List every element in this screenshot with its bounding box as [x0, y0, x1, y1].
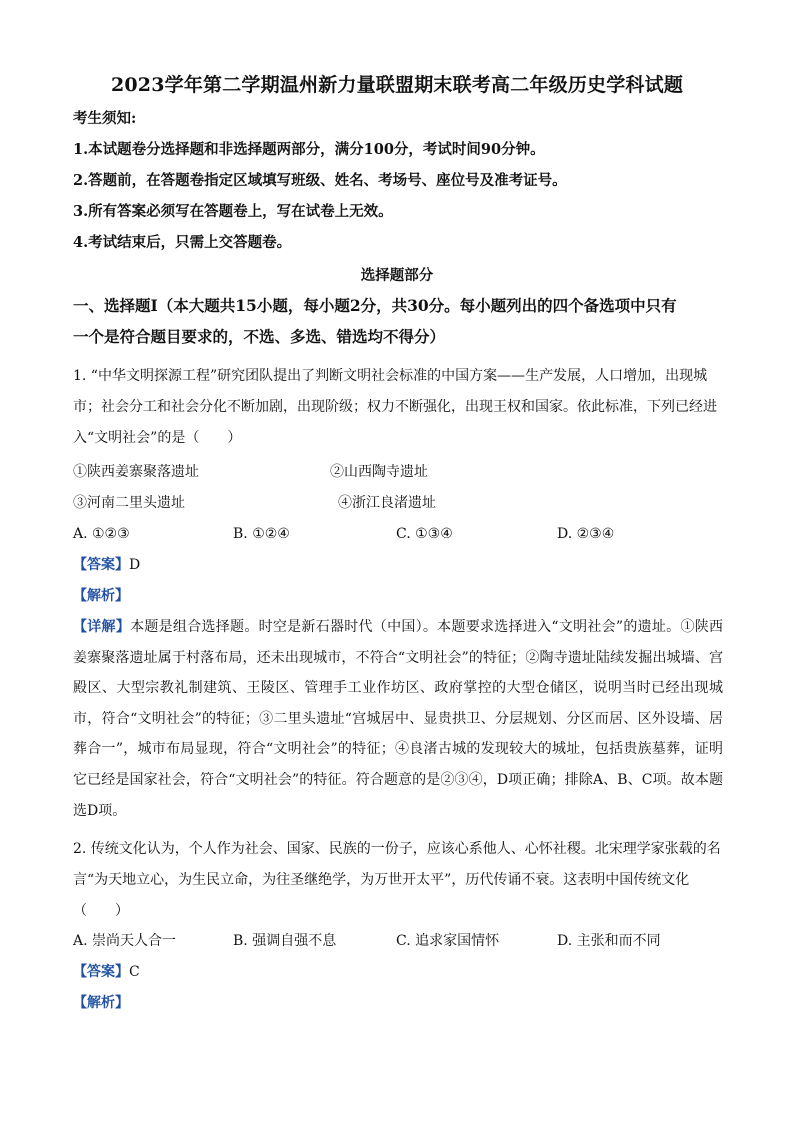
- q1-item-4: ④浙江良渚遗址: [338, 495, 436, 511]
- notice-item-1: 1.本试题卷分选择题和非选择题两部分，满分100分，考试时间90分钟。: [73, 141, 545, 158]
- q1-stem-line-1: 1. “中华文明探源工程”研究团队提出了判断文明社会标准的中国方案——生产发展，人口增加，出现城: [73, 368, 708, 384]
- q1-option-d: D. ②③④: [557, 526, 615, 542]
- q1-stem-line-3: 入“文明社会”的是（ ）: [73, 430, 242, 446]
- q1-option-a: A. ①②③: [73, 526, 130, 542]
- q2-option-a: A. 崇尚天人合一: [73, 933, 177, 949]
- q2-stem-line-2: 言“为天地立心，为生民立命，为往圣继绝学，为万世开太平”，历代传诵不衰。这表明中国传统文化: [73, 872, 690, 888]
- detail-text: 本题是组合选择题。时空是新石器时代（中国）。本题要求选择进入“文明社会”的遗址。①陕西姜寨聚落遗址属于村落布局，还未出现城市，不符合“文明社会”的特征；②陶寺遗址陆续发掘出城墙、宫殿区、大型宗教礼制建筑、王陵区、管理手工业作坊区、政府掌控的大型仓储区，说明当时已经出现城市，符合“文明社会”的特征；③二里头遗址“宫城居中、显贵拱卫、分层规划、分区而居、区外设墙、居葬合一”，城市布局显现，符合“文明社会”的特征；④良渚古城的发现较大的城址，包括贵族墓葬，证明它已经是国家社会，符合“文明社会”的特征。符合题意的是②③④，D项正确；排除A、B、C项。故本题选D项。: [73, 619, 724, 819]
- q1-item-1: ①陕西姜寨聚落遗址: [73, 464, 199, 480]
- answer-value: C: [129, 964, 140, 980]
- notice-item-4: 4.考试结束后，只需上交答题卷。: [73, 234, 292, 251]
- answer-value: D: [129, 557, 141, 573]
- q2-option-d: D. 主张和而不同: [557, 933, 661, 949]
- q1-option-b: B. ①②④: [233, 526, 290, 542]
- q2-option-c: C. 追求家国情怀: [396, 933, 500, 949]
- q2-stem-line-1: 2. 传统文化认为，个人作为社会、国家、民族的一份子，应该心系他人、心怀社稷。北宋理学家张载的名: [73, 841, 721, 857]
- q1-stem-line-2: 市；社会分工和社会分化不断加剧，出现阶级；权力不断强化，出现王权和国家。依此标准，下列已经进: [73, 399, 717, 415]
- q2-stem-line-3: （ ）: [73, 903, 129, 919]
- q1-answer: [73, 555, 140, 575]
- q2-analysis-label: [73, 993, 129, 1013]
- analysis-label: 【解析】: [73, 995, 129, 1011]
- q1-option-c: C. ①③④: [396, 526, 453, 542]
- notice-item-3: 3.所有答案必须写在答题卷上，写在试卷上无效。: [73, 203, 393, 220]
- section-title: 选择题部分: [360, 267, 434, 284]
- page-title: 2023学年第二学期温州新力量联盟期末联考高二年级历史学科试题: [110, 74, 684, 96]
- q1-analysis-label: [73, 586, 129, 606]
- analysis-label: 【解析】: [73, 588, 129, 604]
- q1-item-2: ②山西陶寺遗址: [330, 464, 428, 480]
- q1-item-3: ③河南二里头遗址: [73, 495, 185, 511]
- part-header-line-1: 一、选择题Ⅰ（本大题共15小题，每小题2分，共30分。每小题列出的四个备选项中只有: [73, 296, 677, 315]
- part-header-line-2: 一个是符合题目要求的，不选、多选、错选均不得分）: [73, 327, 446, 346]
- q1-detail: [73, 612, 723, 826]
- q2-answer: [73, 962, 140, 982]
- answer-label: 【答案】: [73, 557, 129, 573]
- notice-heading: 考生须知:: [73, 110, 137, 127]
- detail-label: 【详解】: [73, 619, 131, 635]
- notice-item-2: 2.答题前，在答题卷指定区域填写班级、姓名、考场号、座位号及准考证号。: [73, 172, 567, 189]
- answer-label: 【答案】: [73, 964, 129, 980]
- q2-option-b: B. 强调自强不息: [233, 933, 337, 949]
